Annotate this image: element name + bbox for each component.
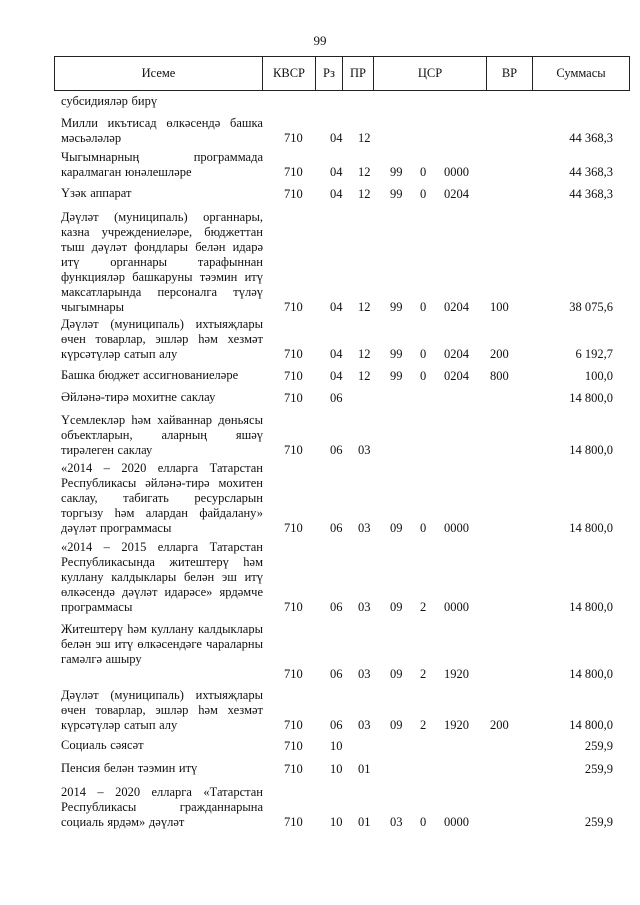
row-csr-subprogram: 2 xyxy=(420,600,427,614)
row-csr-program: 09 xyxy=(390,521,403,535)
row-csr-program: 09 xyxy=(390,667,403,681)
row-kvsr: 710 xyxy=(284,391,303,405)
row-vr: 800 xyxy=(490,369,509,383)
row-kvsr: 710 xyxy=(284,739,303,753)
row-rz: 06 xyxy=(330,391,343,405)
row-name: Башка бюджет ассигнованиеләре xyxy=(61,368,239,382)
row-kvsr: 710 xyxy=(284,187,303,201)
row-kvsr: 710 xyxy=(284,762,303,776)
row-rz: 06 xyxy=(330,521,343,535)
header-csr: ЦСР xyxy=(417,66,443,80)
row-csr-direction: 0000 xyxy=(444,165,469,179)
row-kvsr: 710 xyxy=(284,600,303,614)
row-csr-subprogram: 0 xyxy=(420,347,427,361)
row-sum: 14 800,0 xyxy=(569,600,613,614)
row-kvsr: 710 xyxy=(284,443,303,457)
row-name: Пенсия белән тәэмин итү xyxy=(61,761,198,775)
row-rz: 06 xyxy=(330,718,343,732)
table-row xyxy=(0,540,640,615)
row-kvsr: 710 xyxy=(284,718,303,732)
row-vr: 200 xyxy=(490,718,509,732)
row-csr-program: 99 xyxy=(390,165,403,179)
header-sum: Суммасы xyxy=(556,66,606,80)
row-csr-subprogram: 0 xyxy=(420,165,427,179)
row-pr: 03 xyxy=(358,667,371,681)
row-name: Социаль сәясәт xyxy=(61,738,144,752)
row-name: Үсемлекләр һәм хайваннар дөньясы объектларын, аларның яшәү тирәлеген саклау xyxy=(61,413,263,457)
table-row xyxy=(0,317,640,362)
row-vr: 100 xyxy=(490,300,509,314)
row-sum: 44 368,3 xyxy=(569,131,613,145)
row-csr-direction: 0204 xyxy=(444,187,469,201)
row-kvsr: 710 xyxy=(284,815,303,829)
table-row xyxy=(0,413,640,458)
row-csr-direction: 0000 xyxy=(444,815,469,829)
row-rz: 04 xyxy=(330,300,343,314)
row-csr-direction: 0204 xyxy=(444,300,469,314)
row-csr-direction: 0204 xyxy=(444,369,469,383)
row-sum: 100,0 xyxy=(584,369,613,383)
row-sum: 38 075,6 xyxy=(569,300,613,314)
row-csr-program: 09 xyxy=(390,600,403,614)
row-name: субсидияләр бирү xyxy=(61,94,158,108)
row-name: Дәүләт (муниципаль) органнары, казна учреждениеләре, бюджеттан тыш дәүләт фондлары белән идарә итү органнары тарафыннан функцияләр башкаруны тәэмин итү максатларында персоналга түләү чыгымнары xyxy=(61,210,263,314)
row-kvsr: 710 xyxy=(284,131,303,145)
header-rz: Рз xyxy=(323,66,335,80)
row-pr: 01 xyxy=(358,815,371,829)
row-csr-program: 09 xyxy=(390,718,403,732)
table-row xyxy=(0,738,640,754)
row-name: Дәүләт (муниципаль) ихтыяҗлары өчен товарлар, эшләр һәм хезмәт күрсәтүләр сатып алу xyxy=(61,688,263,732)
header-name: Исеме xyxy=(141,66,176,80)
row-pr: 03 xyxy=(358,443,371,457)
row-pr: 12 xyxy=(358,347,371,361)
table-row xyxy=(0,116,640,146)
row-pr: 01 xyxy=(358,762,371,776)
row-sum: 259,9 xyxy=(584,739,613,753)
row-rz: 06 xyxy=(330,667,343,681)
row-csr-direction: 0204 xyxy=(444,347,469,361)
table-row xyxy=(0,186,640,202)
row-kvsr: 710 xyxy=(284,369,303,383)
row-rz: 04 xyxy=(330,187,343,201)
row-sum: 14 800,0 xyxy=(569,521,613,535)
table-row xyxy=(0,210,640,315)
row-kvsr: 710 xyxy=(284,165,303,179)
table-row xyxy=(0,785,640,830)
row-sum: 44 368,3 xyxy=(569,165,613,179)
row-csr-program: 99 xyxy=(390,369,403,383)
row-sum: 6 192,7 xyxy=(575,347,613,361)
row-rz: 10 xyxy=(330,762,343,776)
row-csr-direction: 0000 xyxy=(444,521,469,535)
row-rz: 04 xyxy=(330,347,343,361)
row-vr: 200 xyxy=(490,347,509,361)
table-row xyxy=(0,461,640,536)
row-kvsr: 710 xyxy=(284,300,303,314)
row-rz: 04 xyxy=(330,369,343,383)
row-rz: 06 xyxy=(330,443,343,457)
table-header xyxy=(54,56,630,91)
row-kvsr: 710 xyxy=(284,667,303,681)
row-name: Житештерү һәм куллану калдыклары белән эш итү өлкәсендәге чараларны гамәлгә ашыру xyxy=(61,622,263,666)
row-kvsr: 710 xyxy=(284,347,303,361)
table-row xyxy=(0,688,640,733)
row-sum: 44 368,3 xyxy=(569,187,613,201)
row-csr-program: 99 xyxy=(390,187,403,201)
row-csr-direction: 0000 xyxy=(444,600,469,614)
row-csr-subprogram: 2 xyxy=(420,718,427,732)
row-pr: 12 xyxy=(358,187,371,201)
table-row xyxy=(0,622,640,682)
table-row xyxy=(0,94,640,110)
row-sum: 14 800,0 xyxy=(569,443,613,457)
row-sum: 14 800,0 xyxy=(569,667,613,681)
row-csr-subprogram: 0 xyxy=(420,815,427,829)
row-csr-program: 03 xyxy=(390,815,403,829)
row-name: «2014 – 2020 елларга Татарстан Республикасы әйләнә-тирә мохитен саклау, табигать ресурсларын торгызу һәм алардан файдалану» дәүләт программасы xyxy=(61,461,263,535)
row-name: «2014 – 2015 елларга Татарстан Республикасында житештерү һәм куллану калдыклары белән эш итү өлкәсендә дәүләт идарәсе» ярдәмче программасы xyxy=(61,540,263,614)
row-sum: 259,9 xyxy=(584,815,613,829)
row-csr-subprogram: 0 xyxy=(420,187,427,201)
header-vr: ВР xyxy=(501,66,518,80)
row-rz: 04 xyxy=(330,165,343,179)
table-row xyxy=(0,368,640,384)
row-csr-subprogram: 2 xyxy=(420,667,427,681)
row-csr-program: 99 xyxy=(390,347,403,361)
row-csr-subprogram: 0 xyxy=(420,521,427,535)
row-csr-subprogram: 0 xyxy=(420,369,427,383)
row-sum: 14 800,0 xyxy=(569,718,613,732)
row-name: Үзәк аппарат xyxy=(61,186,132,200)
row-kvsr: 710 xyxy=(284,521,303,535)
row-csr-subprogram: 0 xyxy=(420,300,427,314)
row-name: Әйләнә-тирә мохитне саклау xyxy=(61,390,216,404)
row-csr-direction: 1920 xyxy=(444,667,469,681)
row-csr-direction: 1920 xyxy=(444,718,469,732)
row-name: Дәүләт (муниципаль) ихтыяҗлары өчен товарлар, эшләр һәм хезмәт күрсәтүләр сатып алу xyxy=(61,317,263,361)
row-csr-program: 99 xyxy=(390,300,403,314)
row-name: Чыгымнарның программада каралмаган юнәлешләре xyxy=(61,150,263,179)
row-name: 2014 – 2020 елларга «Татарстан Республикасы гражданнарына социаль ярдәм» дәүләт xyxy=(61,785,263,829)
row-rz: 04 xyxy=(330,131,343,145)
row-pr: 12 xyxy=(358,165,371,179)
page-number: 99 xyxy=(313,33,327,48)
header-pr: ПР xyxy=(350,66,366,80)
row-pr: 12 xyxy=(358,131,371,145)
row-pr: 12 xyxy=(358,369,371,383)
table-row xyxy=(0,390,640,406)
row-pr: 03 xyxy=(358,718,371,732)
table-row xyxy=(0,150,640,180)
row-pr: 12 xyxy=(358,300,371,314)
row-rz: 06 xyxy=(330,600,343,614)
row-rz: 10 xyxy=(330,815,343,829)
header-kvsr: КВСР xyxy=(273,66,305,80)
row-pr: 03 xyxy=(358,521,371,535)
table-row xyxy=(0,761,640,777)
row-sum: 259,9 xyxy=(584,762,613,776)
row-pr: 03 xyxy=(358,600,371,614)
row-sum: 14 800,0 xyxy=(569,391,613,405)
row-name: Милли икътисад өлкәсендә башка мәсьәләләр xyxy=(61,116,263,145)
row-rz: 10 xyxy=(330,739,343,753)
